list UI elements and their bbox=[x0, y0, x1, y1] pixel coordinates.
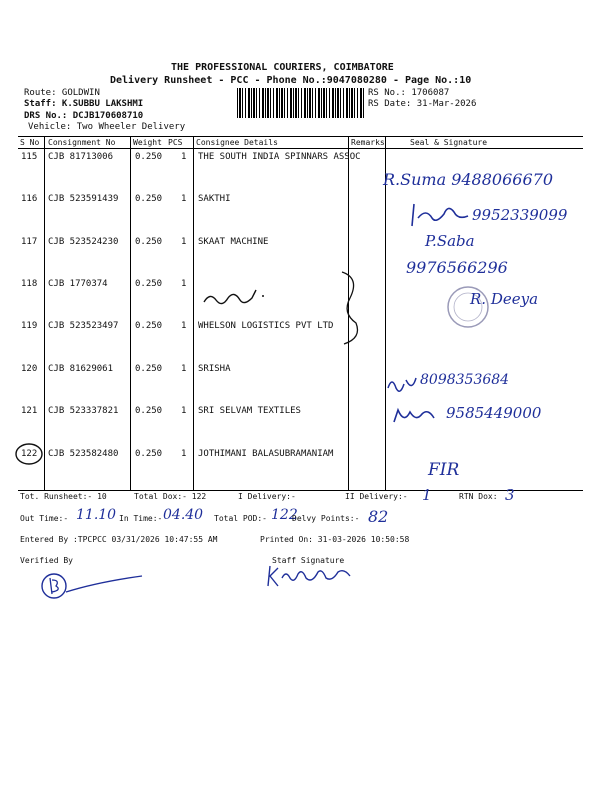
delvy-points-label: Delvy Points:- bbox=[292, 514, 360, 523]
row-consignee: SRI SELVAM TEXTILES bbox=[198, 406, 301, 416]
row-pcs: 1 bbox=[181, 321, 187, 331]
company-title: THE PROFESSIONAL COURIERS, COIMBATORE bbox=[171, 62, 394, 73]
table-header-rule bbox=[18, 148, 583, 149]
barcode bbox=[237, 88, 365, 118]
row-pcs: 1 bbox=[181, 152, 187, 162]
row-weight: 0.250 bbox=[135, 237, 163, 247]
in-time-label: In Time:- bbox=[119, 514, 163, 523]
out-time-value: 11.10 bbox=[76, 507, 117, 523]
row-sno: 122 bbox=[21, 449, 38, 459]
handwritten-name: P.Saba bbox=[425, 232, 475, 250]
entered-by: Entered By :TPCPCC 03/31/2026 10:47:55 AM bbox=[20, 535, 218, 544]
row-weight: 0.250 bbox=[135, 279, 163, 289]
table-bottom-rule bbox=[18, 490, 583, 491]
rs-date: RS Date: 31-Mar-2026 bbox=[368, 99, 477, 109]
row-pcs: 1 bbox=[181, 406, 187, 416]
row-weight: 0.250 bbox=[135, 406, 163, 416]
row-consignment: CJB 81713006 bbox=[48, 152, 114, 162]
col-header-remarks: Remarks bbox=[351, 138, 385, 147]
staff-name: Staff: K.SUBBU LAKSHMI bbox=[24, 99, 144, 109]
i-delivery: I Delivery:- bbox=[238, 492, 296, 501]
signature-image bbox=[390, 404, 440, 428]
row-consignee: SAKTHI bbox=[198, 194, 231, 204]
row-consignment: CJB 523524230 bbox=[48, 237, 119, 247]
row-consignment: CJB 523591439 bbox=[48, 194, 119, 204]
row-weight: 0.250 bbox=[135, 194, 163, 204]
col-header-sno: S No bbox=[20, 138, 40, 147]
rtn-dox: RTN Dox: bbox=[459, 492, 498, 501]
row-sno: 118 bbox=[21, 279, 38, 289]
row-sno: 121 bbox=[21, 406, 38, 416]
total-dox: Total Dox:- 122 bbox=[134, 492, 207, 501]
row-weight: 0.250 bbox=[135, 449, 163, 459]
row-circle-mark bbox=[14, 442, 44, 466]
row-sno: 115 bbox=[21, 152, 38, 162]
row-pcs: 1 bbox=[181, 279, 187, 289]
row-consignee: JOTHIMANI BALASUBRAMANIAM bbox=[198, 449, 334, 459]
staff-signature-image bbox=[262, 560, 362, 590]
row-consignee: THE SOUTH INDIA SPINNARS ASSOC bbox=[198, 152, 361, 162]
row-pcs: 1 bbox=[181, 194, 187, 204]
rs-number: RS No.: 1706087 bbox=[368, 88, 450, 98]
printed-on: Printed On: 31-03-2026 10:50:58 bbox=[260, 535, 410, 544]
row-sno: 119 bbox=[21, 321, 38, 331]
row-weight: 0.250 bbox=[135, 321, 163, 331]
signature-image bbox=[200, 284, 280, 310]
handwritten-phone: 9976566296 bbox=[406, 258, 508, 277]
handwritten-phone: R.Suma 9488066670 bbox=[383, 170, 553, 189]
row-consignee: SKAAT MACHINE bbox=[198, 237, 269, 247]
row-consignment: CJB 523582480 bbox=[48, 449, 119, 459]
signature-image bbox=[408, 198, 478, 230]
row-consignee: SRISHA bbox=[198, 364, 231, 374]
row-pcs: 1 bbox=[181, 364, 187, 374]
col-divider bbox=[130, 136, 131, 491]
total-runsheet: Tot. Runsheet:- 10 bbox=[20, 492, 107, 501]
vehicle: Vehicle: Two Wheeler Delivery bbox=[28, 122, 186, 132]
row-pcs: 1 bbox=[181, 237, 187, 247]
col-divider bbox=[44, 136, 45, 491]
row-consignment: CJB 81629061 bbox=[48, 364, 114, 374]
verifier-signature bbox=[38, 568, 148, 602]
row-weight: 0.250 bbox=[135, 152, 163, 162]
runsheet-subtitle: Delivery Runsheet - PCC - Phone No.:9047080280 - Page No.:10 bbox=[110, 75, 472, 86]
row-consignment: CJB 1770374 bbox=[48, 279, 108, 289]
col-header-consignee: Consignee Details bbox=[196, 138, 278, 147]
route: Route: GOLDWIN bbox=[24, 88, 100, 98]
rtn-dox-value: 3 bbox=[505, 486, 515, 504]
delvy-points-value: 82 bbox=[368, 507, 389, 526]
total-pod-value: 122 bbox=[271, 507, 298, 523]
staff-signature-label: Staff Signature bbox=[272, 556, 345, 565]
handwritten-phone: 8098353684 bbox=[420, 372, 510, 388]
col-divider bbox=[193, 136, 194, 491]
col-divider bbox=[385, 136, 386, 491]
row-weight: 0.250 bbox=[135, 364, 163, 374]
handwritten-name: R. Deeya bbox=[470, 290, 539, 308]
handwritten-phone: 9585449000 bbox=[446, 404, 542, 422]
col-header-pcs: PCS bbox=[168, 138, 183, 147]
table-top-rule bbox=[18, 136, 583, 137]
row-consignment: CJB 523337821 bbox=[48, 406, 119, 416]
handwritten-phone: 9952339099 bbox=[472, 206, 568, 224]
row-sno: 120 bbox=[21, 364, 38, 374]
total-pod-label: Total POD:- bbox=[214, 514, 267, 523]
row-consignment: CJB 523523497 bbox=[48, 321, 119, 331]
verified-by-label: Verified By bbox=[20, 556, 73, 565]
col-header-consignment: Consignment No bbox=[48, 138, 116, 147]
signature-image bbox=[384, 370, 420, 398]
ii-delivery-value: 1 bbox=[422, 486, 432, 504]
row-sno: 117 bbox=[21, 237, 38, 247]
bracket-mark bbox=[338, 268, 364, 348]
in-time-value: 04.40 bbox=[163, 507, 204, 523]
row-sno: 116 bbox=[21, 194, 38, 204]
row-consignee: WHELSON LOGISTICS PVT LTD bbox=[198, 321, 334, 331]
drs-number: DRS No.: DCJB170608710 bbox=[24, 111, 144, 121]
handwritten-mark: FIR bbox=[428, 460, 460, 480]
ii-delivery: II Delivery:- bbox=[345, 492, 408, 501]
col-header-weight: Weight bbox=[133, 138, 162, 147]
row-pcs: 1 bbox=[181, 449, 187, 459]
col-header-seal: Seal & Signature bbox=[410, 138, 488, 147]
out-time-label: Out Time:- bbox=[20, 514, 69, 523]
